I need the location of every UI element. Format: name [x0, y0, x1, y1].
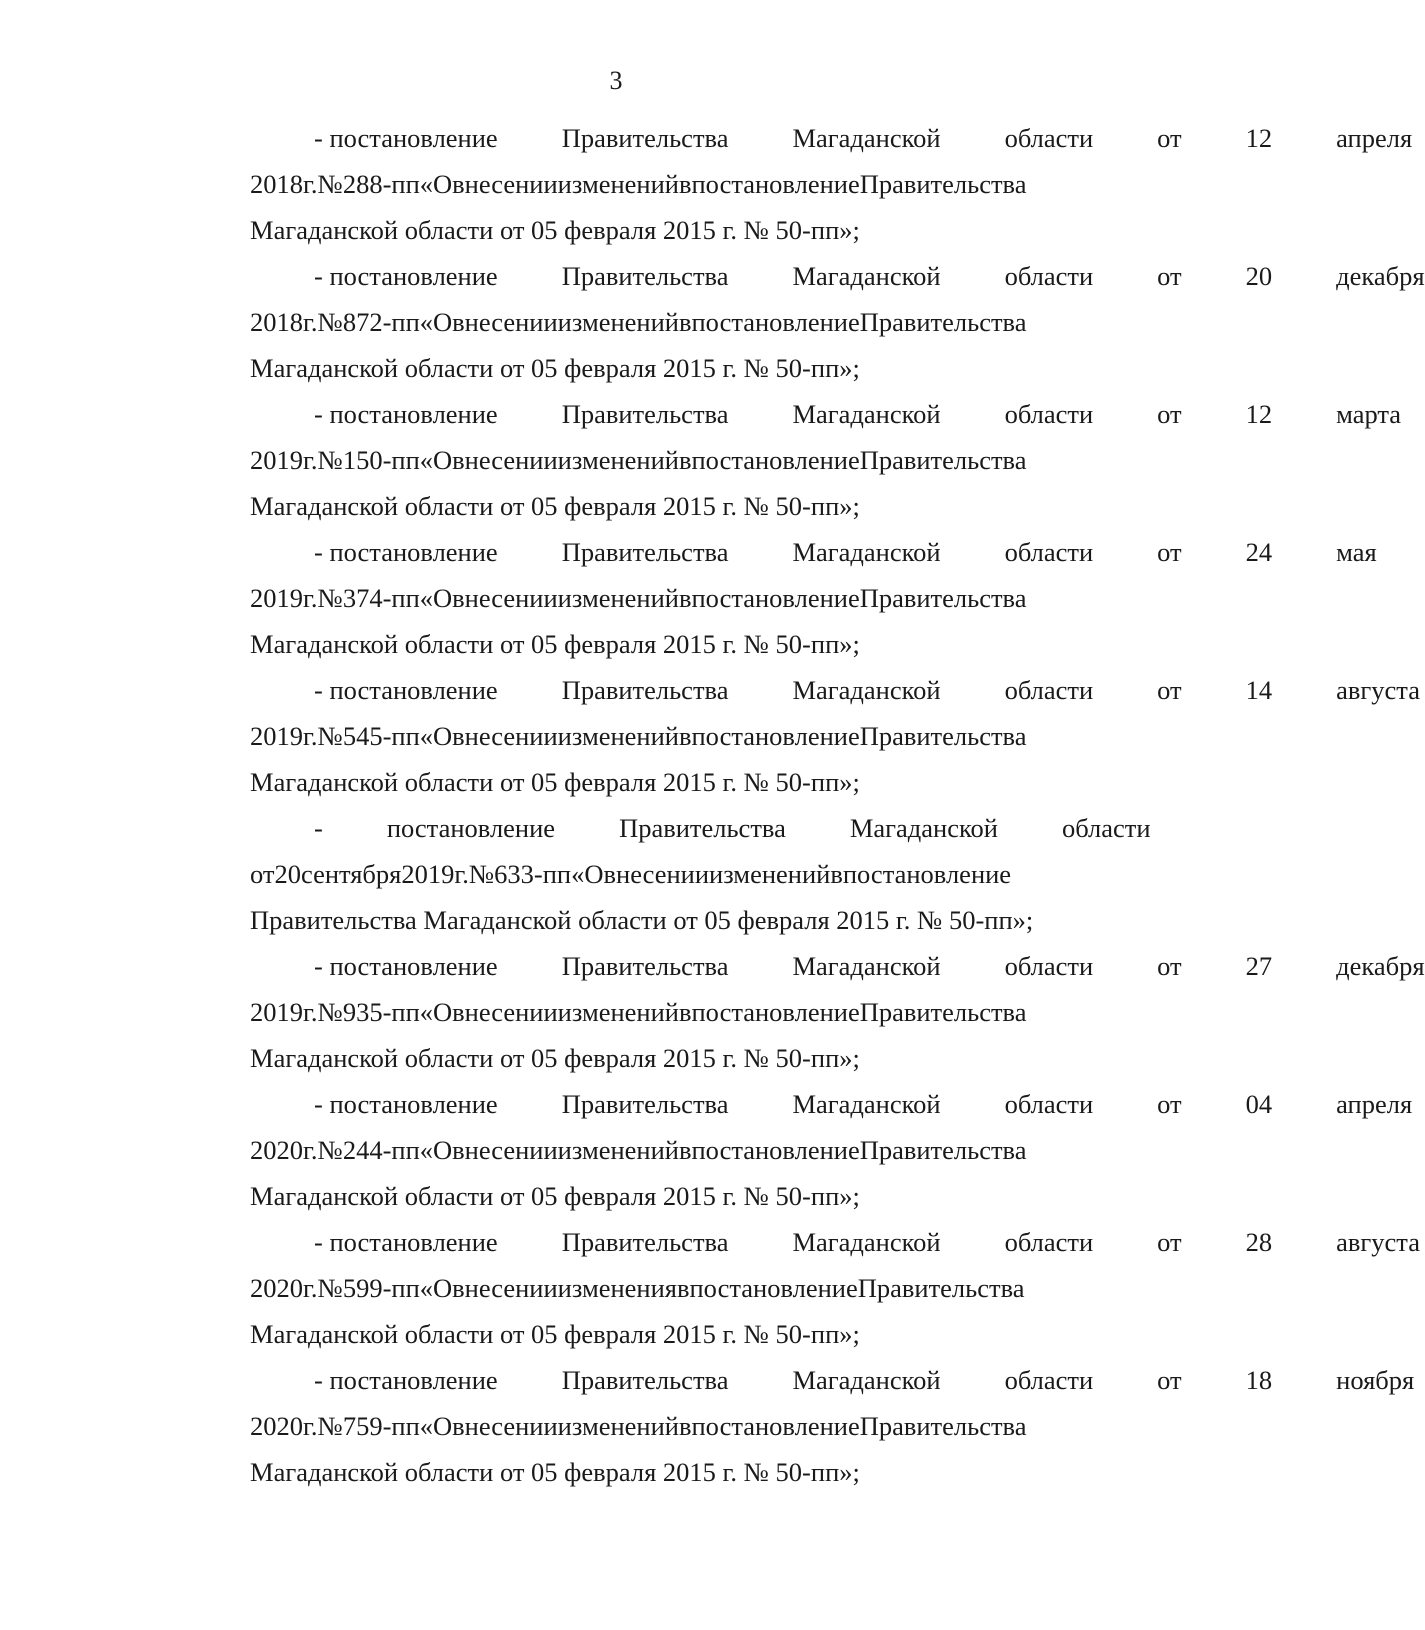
- page-number: 3: [609, 66, 623, 95]
- word: декабря: [1336, 951, 1425, 981]
- decree-item: [186, 805, 1151, 943]
- decree-item-line-3: Магаданской области от 05 февраля 2015 г. № 50-пп»;: [250, 1457, 860, 1487]
- decree-item-first-line: [186, 1357, 1415, 1403]
- word: апреля: [1336, 1089, 1413, 1119]
- decree-item: [186, 667, 1420, 805]
- word: 14: [1245, 675, 1273, 705]
- decree-item: [186, 1357, 1415, 1495]
- decree-item-first-line: [186, 529, 1377, 575]
- word: постановление: [386, 813, 556, 843]
- word: - постановление: [314, 537, 498, 567]
- decree-item-line-2: 2018г.№872-пп«ОвнесенииизмененийвпостановлениеПравительства: [250, 307, 1027, 337]
- word: мая: [1336, 537, 1377, 567]
- decree-item-line-3: Магаданской области от 05 февраля 2015 г. № 50-пп»;: [250, 1181, 860, 1211]
- word: - постановление: [314, 675, 498, 705]
- word: Магаданской: [792, 1365, 941, 1395]
- word: области: [1004, 1089, 1094, 1119]
- word: августа: [1336, 675, 1420, 705]
- word: 24: [1245, 537, 1273, 567]
- decree-item-first-line: [186, 805, 1151, 851]
- word: Магаданской: [792, 1089, 941, 1119]
- decree-item-line-2: от20сентября2019г.№633-пп«Овнесенииизмененийвпостановление: [250, 859, 1012, 889]
- word: 20: [1245, 261, 1273, 291]
- word: 18: [1245, 1365, 1273, 1395]
- word: Правительства: [561, 261, 729, 291]
- decree-item-first-line: [186, 391, 1402, 437]
- word: 27: [1245, 951, 1273, 981]
- word: 12: [1245, 399, 1273, 429]
- word: - постановление: [314, 951, 498, 981]
- word: Правительства: [561, 1365, 729, 1395]
- decree-item-line-3: Магаданской области от 05 февраля 2015 г. № 50-пп»;: [250, 491, 860, 521]
- word: - постановление: [314, 1365, 498, 1395]
- word: Правительства: [561, 1227, 729, 1257]
- word: Магаданской: [792, 951, 941, 981]
- word: от: [1157, 951, 1182, 981]
- word: Правительства: [561, 399, 729, 429]
- word: Магаданской: [792, 399, 941, 429]
- word: от: [1157, 399, 1182, 429]
- word: Правительства: [561, 537, 729, 567]
- word: - постановление: [314, 1089, 498, 1119]
- decree-item-line-3: Магаданской области от 05 февраля 2015 г. № 50-пп»;: [250, 215, 860, 245]
- word: - постановление: [314, 1227, 498, 1257]
- decree-item-line-2: 2019г.№374-пп«ОвнесенииизмененийвпостановлениеПравительства: [250, 583, 1027, 613]
- word: области: [1004, 951, 1094, 981]
- word: апреля: [1336, 123, 1413, 153]
- decree-item: [186, 115, 1413, 253]
- word: 04: [1245, 1089, 1273, 1119]
- word: от: [1157, 537, 1182, 567]
- word: области: [1004, 1365, 1094, 1395]
- decree-item-line-3: Магаданской области от 05 февраля 2015 г. № 50-пп»;: [250, 1043, 860, 1073]
- decree-item-first-line: [186, 1219, 1420, 1265]
- decree-item-line-2: 2019г.№545-пп«ОвнесенииизмененийвпостановлениеПравительства: [250, 721, 1027, 751]
- decree-item-line-3: Магаданской области от 05 февраля 2015 г. № 50-пп»;: [250, 629, 860, 659]
- decree-item: [186, 253, 1425, 391]
- word: Магаданской: [792, 261, 941, 291]
- decree-item-first-line: [186, 253, 1425, 299]
- word: Правительства: [561, 1089, 729, 1119]
- word: - постановление: [314, 123, 498, 153]
- word: области: [1004, 537, 1094, 567]
- decree-item-line-2: 2019г.№935-пп«ОвнесенииизмененийвпостановлениеПравительства: [250, 997, 1027, 1027]
- decree-item-line-3: Магаданской области от 05 февраля 2015 г. № 50-пп»;: [250, 767, 860, 797]
- decree-item-line-2: 2020г.№599-пп«ОвнесенииизменениявпостановлениеПравительства: [250, 1273, 1025, 1303]
- decree-item-line-3: Магаданской области от 05 февраля 2015 г. № 50-пп»;: [250, 353, 860, 383]
- decree-list: [186, 115, 1425, 1495]
- decree-item-line-3: Магаданской области от 05 февраля 2015 г. № 50-пп»;: [250, 1319, 860, 1349]
- decree-item: [186, 943, 1425, 1081]
- word: 12: [1245, 123, 1273, 153]
- word: - постановление: [314, 399, 498, 429]
- word: Правительства: [561, 951, 729, 981]
- word: 28: [1245, 1227, 1273, 1257]
- decree-item: [186, 391, 1402, 529]
- word: от: [1157, 1227, 1182, 1257]
- decree-item-line-2: 2020г.№244-пп«ОвнесенииизмененийвпостановлениеПравительства: [250, 1135, 1027, 1165]
- word: Магаданской: [792, 675, 941, 705]
- decree-item: [186, 529, 1377, 667]
- word: от: [1157, 1365, 1182, 1395]
- word: от: [1157, 675, 1182, 705]
- decree-item-line-2: 2020г.№759-пп«ОвнесенииизмененийвпостановлениеПравительства: [250, 1411, 1027, 1441]
- word: области: [1004, 1227, 1094, 1257]
- word: Магаданской: [849, 813, 998, 843]
- word: Магаданской: [792, 537, 941, 567]
- decree-item-line-2: 2018г.№288-пп«ОвнесенииизмененийвпостановлениеПравительства: [250, 169, 1027, 199]
- word: от: [1157, 1089, 1182, 1119]
- decree-item-line-3: Правительства Магаданской области от 05 февраля 2015 г. № 50-пп»;: [250, 905, 1034, 935]
- word: ноября: [1336, 1365, 1415, 1395]
- word: августа: [1336, 1227, 1420, 1257]
- word: области: [1061, 813, 1151, 843]
- word: Правительства: [561, 675, 729, 705]
- decree-item: [186, 1219, 1420, 1357]
- decree-item-line-2: 2019г.№150-пп«ОвнесенииизмененийвпостановлениеПравительства: [250, 445, 1027, 475]
- word: декабря: [1336, 261, 1425, 291]
- decree-item-first-line: [186, 667, 1420, 713]
- word: области: [1004, 261, 1094, 291]
- decree-item-first-line: [186, 115, 1413, 161]
- decree-item: [186, 1081, 1413, 1219]
- word: марта: [1336, 399, 1402, 429]
- word: Правительства: [619, 813, 786, 843]
- decree-item-first-line: [186, 943, 1425, 989]
- word: -: [314, 813, 323, 843]
- word: области: [1004, 399, 1094, 429]
- word: области: [1004, 123, 1094, 153]
- word: Правительства: [561, 123, 729, 153]
- word: области: [1004, 675, 1094, 705]
- word: Магаданской: [792, 123, 941, 153]
- word: от: [1157, 123, 1182, 153]
- word: от: [1157, 261, 1182, 291]
- word: Магаданской: [792, 1227, 941, 1257]
- word: - постановление: [314, 261, 498, 291]
- decree-item-first-line: [186, 1081, 1413, 1127]
